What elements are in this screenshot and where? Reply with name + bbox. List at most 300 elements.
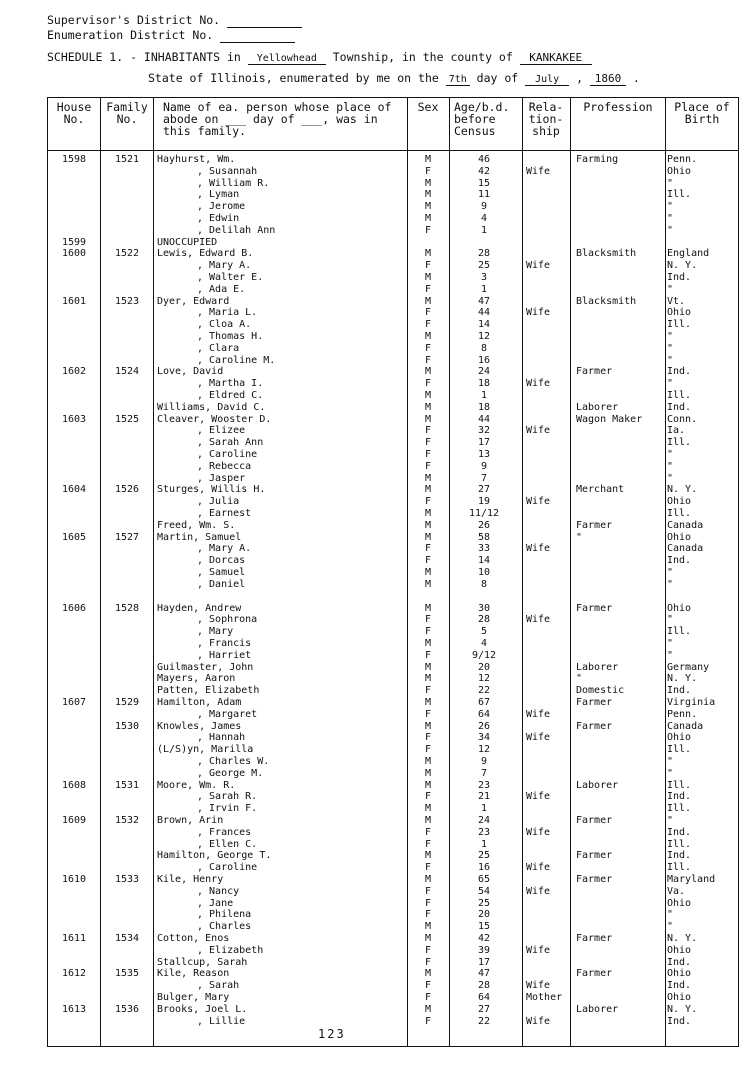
profession-cell: Farmer — [576, 366, 613, 378]
person-name-cell: Dyer, Edward — [157, 295, 230, 307]
col-divider — [449, 97, 450, 1047]
person-name-cell: , Jasper — [197, 472, 246, 484]
age-cell: 1 — [480, 803, 488, 815]
sex-cell: M — [424, 484, 432, 496]
profession-cell: Farmer — [576, 933, 613, 944]
age-cell: 54 — [477, 885, 491, 897]
age-cell: 15 — [477, 921, 491, 933]
sex-cell: M — [424, 921, 432, 933]
person-name-cell: , Samuel — [197, 567, 246, 578]
age-cell: 7 — [480, 767, 488, 779]
birth-place-cell: " — [667, 578, 674, 590]
person-name-cell: , Maria L. — [197, 307, 258, 319]
col-divider — [100, 97, 101, 1047]
family-no-cell: 1533 — [114, 874, 140, 885]
birth-place-cell: Ia. — [667, 425, 686, 437]
age-cell: 26 — [477, 720, 491, 732]
sex-cell: F — [424, 342, 432, 354]
person-name-cell: , Irvin F. — [197, 803, 258, 815]
age-cell: 8 — [480, 578, 488, 590]
age-cell: 20 — [477, 661, 491, 673]
sex-cell: F — [424, 224, 432, 236]
person-name-cell: Kile, Reason — [157, 968, 230, 980]
state-prefix: State of Illinois, enumerated by me on the — [148, 71, 439, 85]
family-no-cell: 1522 — [114, 248, 140, 260]
house-no-cell: 1607 — [61, 697, 87, 708]
birth-place-cell: Ind. — [667, 826, 692, 838]
sex-cell: M — [424, 531, 432, 543]
profession-cell: Farmer — [576, 519, 613, 531]
house-no-cell: 1612 — [61, 968, 87, 980]
schedule-prefix: SCHEDULE 1. - INHABITANTS in — [47, 50, 241, 64]
birth-place-cell: " — [667, 756, 674, 767]
month-value: July — [525, 74, 569, 86]
sex-cell: F — [424, 626, 432, 638]
age-cell: 58 — [477, 531, 491, 543]
header-divider — [47, 150, 739, 151]
house-no-cell: 1602 — [61, 366, 87, 378]
age-cell: 33 — [477, 543, 491, 555]
person-name-cell: , William R. — [197, 177, 270, 189]
age-cell: 64 — [477, 708, 491, 720]
birth-place-cell: Ind. — [667, 956, 692, 968]
person-name-cell: Cotton, Enos — [157, 933, 230, 944]
family-no-cell: 1530 — [114, 720, 140, 732]
person-name-cell: , Francis — [197, 638, 252, 649]
family-no-cell: 1525 — [114, 413, 140, 425]
family-no-cell: 1532 — [114, 815, 140, 826]
birth-place-cell: " — [667, 342, 674, 354]
age-cell: 32 — [477, 425, 491, 437]
age-cell: 23 — [477, 826, 491, 838]
person-name-cell: , Caroline M. — [197, 354, 276, 366]
birth-place-cell: Ill. — [667, 437, 692, 449]
birth-place-cell: N. Y. — [667, 260, 698, 272]
sex-cell: M — [424, 1003, 432, 1015]
person-name-cell: , Ellen C. — [197, 838, 258, 850]
supervisor-blank — [227, 16, 302, 28]
sex-cell: M — [424, 472, 432, 484]
sex-cell: F — [424, 862, 432, 874]
house-no-cell: 1605 — [61, 531, 87, 543]
birth-place-cell: Penn. — [667, 154, 698, 165]
birth-place-cell: Ill. — [667, 508, 692, 519]
relationship-cell: Wife — [526, 862, 551, 874]
person-name-cell: Mayers, Aaron — [157, 673, 236, 685]
birth-place-cell: N. Y. — [667, 1003, 698, 1015]
age-cell: 10 — [477, 567, 491, 578]
house-no-cell: 1608 — [61, 779, 87, 791]
col-family-header: Family No. — [106, 100, 148, 126]
house-no-cell: 1610 — [61, 874, 87, 885]
relationship-cell: Wife — [526, 732, 551, 744]
person-name-cell: Williams, David C. — [157, 401, 266, 413]
profession-cell: Domestic — [576, 685, 625, 697]
person-name-cell: , Thomas H. — [197, 331, 264, 342]
birth-place-cell: Ind. — [667, 366, 692, 378]
person-name-cell: , Eldred C. — [197, 390, 264, 401]
birth-place-cell: " — [667, 224, 674, 236]
birth-place-cell: Ohio — [667, 968, 692, 980]
person-name-cell: Love, David — [157, 366, 224, 378]
col-divider — [153, 97, 154, 1047]
sex-cell: M — [424, 874, 432, 885]
sex-cell: F — [424, 460, 432, 472]
house-no-cell: 1599 — [61, 236, 87, 248]
col-divider — [665, 97, 666, 1047]
sex-cell: F — [424, 838, 432, 850]
sex-cell: F — [424, 543, 432, 555]
township-value: Yellowhead — [248, 53, 326, 65]
sex-cell: F — [424, 283, 432, 295]
birth-place-cell: Canada — [667, 519, 704, 531]
sex-cell: M — [424, 661, 432, 673]
person-name-cell: Brown, Arin — [157, 815, 224, 826]
family-no-cell: 1523 — [114, 295, 140, 307]
age-cell: 44 — [477, 307, 491, 319]
age-cell: 24 — [477, 815, 491, 826]
birth-place-cell: Ill. — [667, 779, 692, 791]
sex-cell: F — [424, 260, 432, 272]
person-name-cell: , Rebecca — [197, 460, 252, 472]
enumeration-blank — [220, 31, 295, 43]
birth-place-cell: Ohio — [667, 496, 692, 508]
sex-cell: F — [424, 992, 432, 1003]
person-name-cell: , Susannah — [197, 165, 258, 177]
person-name-cell: Lewis, Edward B. — [157, 248, 254, 260]
sex-cell: M — [424, 390, 432, 401]
age-cell: 17 — [477, 956, 491, 968]
sex-cell: F — [424, 956, 432, 968]
profession-cell: Blacksmith — [576, 295, 637, 307]
birth-place-cell: Ind. — [667, 980, 692, 992]
age-cell: 9/12 — [471, 649, 497, 661]
birth-place-cell: Ind. — [667, 555, 692, 567]
township-middle: Township, in the county of — [332, 50, 513, 64]
relationship-cell: Wife — [526, 614, 551, 626]
person-name-cell: Kile, Henry — [157, 874, 224, 885]
sex-cell: F — [424, 897, 432, 909]
sex-cell: F — [424, 449, 432, 460]
age-cell: 8 — [480, 342, 488, 354]
supervisor-label: Supervisor's District No. — [47, 13, 221, 27]
birth-place-cell: Ind. — [667, 685, 692, 697]
birth-place-cell: Conn. — [667, 413, 698, 425]
person-name-cell: , Sarah R. — [197, 791, 258, 803]
age-cell: 4 — [480, 638, 488, 649]
age-cell: 16 — [477, 354, 491, 366]
col-divider — [570, 97, 571, 1047]
birth-place-cell: " — [667, 815, 674, 826]
birth-place-cell: " — [667, 909, 674, 921]
sex-cell: F — [424, 165, 432, 177]
age-cell: 47 — [477, 295, 491, 307]
birth-place-cell: Virginia — [667, 697, 716, 708]
enumeration-district-line — [47, 28, 295, 43]
birth-place-cell: N. Y. — [667, 673, 698, 685]
birth-place-cell: Va. — [667, 885, 686, 897]
birth-place-cell: Ind. — [667, 1015, 692, 1027]
family-no-cell: 1534 — [114, 933, 140, 944]
sex-cell: F — [424, 437, 432, 449]
sex-cell: F — [424, 319, 432, 331]
year-value: 1860 — [590, 72, 626, 86]
age-cell: 18 — [477, 378, 491, 390]
person-name-cell: UNOCCUPIED — [157, 236, 218, 248]
page-number: 123 — [318, 1027, 346, 1041]
age-cell: 65 — [477, 874, 491, 885]
person-name-cell: Freed, Wm. S. — [157, 519, 236, 531]
relationship-cell: Wife — [526, 307, 551, 319]
person-name-cell: Guilmaster, John — [157, 661, 254, 673]
age-cell: 3 — [480, 272, 488, 283]
sex-cell: M — [424, 697, 432, 708]
relationship-cell: Wife — [526, 425, 551, 437]
family-no-cell: 1529 — [114, 697, 140, 708]
person-name-cell: , Mary A. — [197, 543, 252, 555]
birth-place-cell: " — [667, 921, 674, 933]
person-name-cell: , Ada E. — [197, 283, 246, 295]
age-cell: 5 — [480, 626, 488, 638]
sex-cell: F — [424, 307, 432, 319]
sex-cell: M — [424, 673, 432, 685]
sex-cell: F — [424, 685, 432, 697]
birth-place-cell: Germany — [667, 661, 710, 673]
col-house-header: House No. — [56, 100, 92, 126]
birth-place-cell: Ill. — [667, 319, 692, 331]
sex-cell: F — [424, 354, 432, 366]
age-cell: 34 — [477, 732, 491, 744]
person-name-cell: , George M. — [197, 767, 264, 779]
age-cell: 20 — [477, 909, 491, 921]
house-no-cell: 1598 — [61, 154, 87, 165]
person-name-cell: , Julia — [197, 496, 240, 508]
age-cell: 11/12 — [468, 508, 500, 519]
sex-cell: M — [424, 578, 432, 590]
age-cell: 21 — [477, 791, 491, 803]
birth-place-cell: Vt. — [667, 295, 686, 307]
sex-cell: F — [424, 980, 432, 992]
person-name-cell: Martin, Samuel — [157, 531, 242, 543]
person-name-cell: , Cloa A. — [197, 319, 252, 331]
person-name-cell: , Walter E. — [197, 272, 264, 283]
relationship-cell: Wife — [526, 543, 551, 555]
person-name-cell: Hamilton, George T. — [157, 850, 272, 862]
person-name-cell: , Hannah — [197, 732, 246, 744]
age-cell: 46 — [477, 154, 491, 165]
profession-cell: Farmer — [576, 602, 613, 614]
birth-place-cell: Ohio — [667, 992, 692, 1003]
birth-place-cell: Ohio — [667, 944, 692, 956]
birth-place-cell: Ill. — [667, 189, 692, 201]
person-name-cell: (L/S)yn, Marilla — [157, 744, 254, 756]
person-name-cell: , Mary A. — [197, 260, 252, 272]
age-cell: 7 — [480, 472, 488, 484]
birth-place-cell: Ind. — [667, 401, 692, 413]
age-cell: 17 — [477, 437, 491, 449]
col-age-header: Age/b.d. before Census — [454, 100, 510, 138]
sex-cell: M — [424, 154, 432, 165]
sex-cell: M — [424, 850, 432, 862]
family-no-cell: 1535 — [114, 968, 140, 980]
sex-cell: F — [424, 708, 432, 720]
age-cell: 47 — [477, 968, 491, 980]
col-profession-header: Profession — [583, 100, 653, 114]
enumeration-label: Enumeration District No. — [47, 28, 214, 42]
person-name-cell: , Philena — [197, 909, 252, 921]
sex-cell: F — [424, 826, 432, 838]
relationship-cell: Wife — [526, 885, 551, 897]
relationship-cell: Wife — [526, 1015, 551, 1027]
person-name-cell: , Sarah — [197, 980, 240, 992]
age-cell: 12 — [477, 673, 491, 685]
person-name-cell: , Sophrona — [197, 614, 258, 626]
birth-place-cell: Ill. — [667, 803, 692, 815]
family-no-cell: 1526 — [114, 484, 140, 496]
age-cell: 28 — [477, 614, 491, 626]
sex-cell: M — [424, 779, 432, 791]
person-name-cell: Patten, Elizabeth — [157, 685, 260, 697]
sex-cell: M — [424, 213, 432, 224]
family-no-cell: 1524 — [114, 366, 140, 378]
birth-place-cell: Ind. — [667, 850, 692, 862]
person-name-cell: Brooks, Joel L. — [157, 1003, 248, 1015]
sex-cell: F — [424, 732, 432, 744]
family-no-cell: 1527 — [114, 531, 140, 543]
birth-place-cell: Ohio — [667, 602, 692, 614]
age-cell: 22 — [477, 685, 491, 697]
profession-cell: Blacksmith — [576, 248, 637, 260]
profession-cell: Laborer — [576, 661, 619, 673]
profession-cell: Farming — [576, 154, 619, 165]
birth-place-cell: Ind. — [667, 272, 692, 283]
age-cell: 9 — [480, 460, 488, 472]
sex-cell: M — [424, 933, 432, 944]
profession-cell: Laborer — [576, 779, 619, 791]
relationship-cell: Wife — [526, 980, 551, 992]
col-relationship-header: Rela- tion- ship — [528, 100, 564, 138]
sex-cell: F — [424, 744, 432, 756]
profession-cell: " — [576, 531, 583, 543]
birth-place-cell: " — [667, 614, 674, 626]
sex-cell: M — [424, 331, 432, 342]
sex-cell: M — [424, 638, 432, 649]
sex-cell: M — [424, 201, 432, 213]
profession-cell: Wagon Maker — [576, 413, 643, 425]
person-name-cell: , Margaret — [197, 708, 258, 720]
house-no-cell: 1600 — [61, 248, 87, 260]
person-name-cell: Bulger, Mary — [157, 992, 230, 1003]
col-divider — [522, 97, 523, 1047]
age-cell: 4 — [480, 213, 488, 224]
house-no-cell: 1611 — [61, 933, 87, 944]
birth-place-cell: Ill. — [667, 862, 692, 874]
person-name-cell: , Dorcas — [197, 555, 246, 567]
birth-place-cell: Ohio — [667, 165, 692, 177]
relationship-cell: Wife — [526, 944, 551, 956]
birth-place-cell: " — [667, 449, 674, 460]
house-no-cell: 1603 — [61, 413, 87, 425]
birth-place-cell: Ohio — [667, 897, 692, 909]
person-name-cell: , Daniel — [197, 578, 246, 590]
person-name-cell: , Charles W. — [197, 756, 270, 767]
birth-place-cell: " — [667, 177, 674, 189]
sex-cell: M — [424, 519, 432, 531]
sex-cell: F — [424, 378, 432, 390]
person-name-cell: , Lillie — [197, 1015, 246, 1027]
person-name-cell: Moore, Wm. R. — [157, 779, 236, 791]
sex-cell: M — [424, 177, 432, 189]
sex-cell: F — [424, 1015, 432, 1027]
age-cell: 25 — [477, 260, 491, 272]
birth-place-cell: " — [667, 460, 674, 472]
birth-place-cell: Ill. — [667, 838, 692, 850]
age-cell: 18 — [477, 401, 491, 413]
birth-place-cell: Ill. — [667, 626, 692, 638]
age-cell: 1 — [480, 838, 488, 850]
person-name-cell: , Elizee — [197, 425, 246, 437]
age-cell: 27 — [477, 1003, 491, 1015]
day-mid: day of — [476, 71, 519, 85]
sex-cell: M — [424, 602, 432, 614]
birth-place-cell: Ill. — [667, 744, 692, 756]
sex-cell: F — [424, 496, 432, 508]
relationship-cell: Mother — [526, 992, 563, 1003]
age-cell: 25 — [477, 897, 491, 909]
sex-cell: M — [424, 720, 432, 732]
birth-place-cell: " — [667, 213, 674, 224]
age-cell: 1 — [480, 224, 488, 236]
age-cell: 42 — [477, 933, 491, 944]
sex-cell: F — [424, 885, 432, 897]
person-name-cell: Stallcup, Sarah — [157, 956, 248, 968]
birth-place-cell: N. Y. — [667, 484, 698, 496]
birth-place-cell: " — [667, 283, 674, 295]
col-birth-header: Place of Birth — [674, 100, 730, 126]
birth-place-cell: " — [667, 767, 674, 779]
house-no-cell: 1609 — [61, 815, 87, 826]
person-name-cell: , Delilah Ann — [197, 224, 276, 236]
age-cell: 14 — [477, 319, 491, 331]
person-name-cell: Hamilton, Adam — [157, 697, 242, 708]
age-cell: 44 — [477, 413, 491, 425]
age-cell: 19 — [477, 496, 491, 508]
relationship-cell: Wife — [526, 708, 551, 720]
sex-cell: M — [424, 295, 432, 307]
person-name-cell: Hayhurst, Wm. — [157, 154, 236, 165]
birth-place-cell: Ohio — [667, 531, 692, 543]
birth-place-cell: England — [667, 248, 710, 260]
relationship-cell: Wife — [526, 791, 551, 803]
supervisor-district-line — [47, 13, 302, 28]
age-cell: 9 — [480, 756, 488, 767]
age-cell: 12 — [477, 744, 491, 756]
age-cell: 1 — [480, 283, 488, 295]
age-cell: 25 — [477, 850, 491, 862]
person-name-cell: , Charles — [197, 921, 252, 933]
profession-cell: Farmer — [576, 815, 613, 826]
sex-cell: F — [424, 909, 432, 921]
age-cell: 14 — [477, 555, 491, 567]
age-cell: 24 — [477, 366, 491, 378]
sex-cell: M — [424, 756, 432, 767]
person-name-cell: , Sarah Ann — [197, 437, 264, 449]
profession-cell: Farmer — [576, 697, 613, 708]
birth-place-cell: Ohio — [667, 307, 692, 319]
birth-place-cell: Canada — [667, 543, 704, 555]
person-name-cell: , Frances — [197, 826, 252, 838]
age-cell: 12 — [477, 331, 491, 342]
